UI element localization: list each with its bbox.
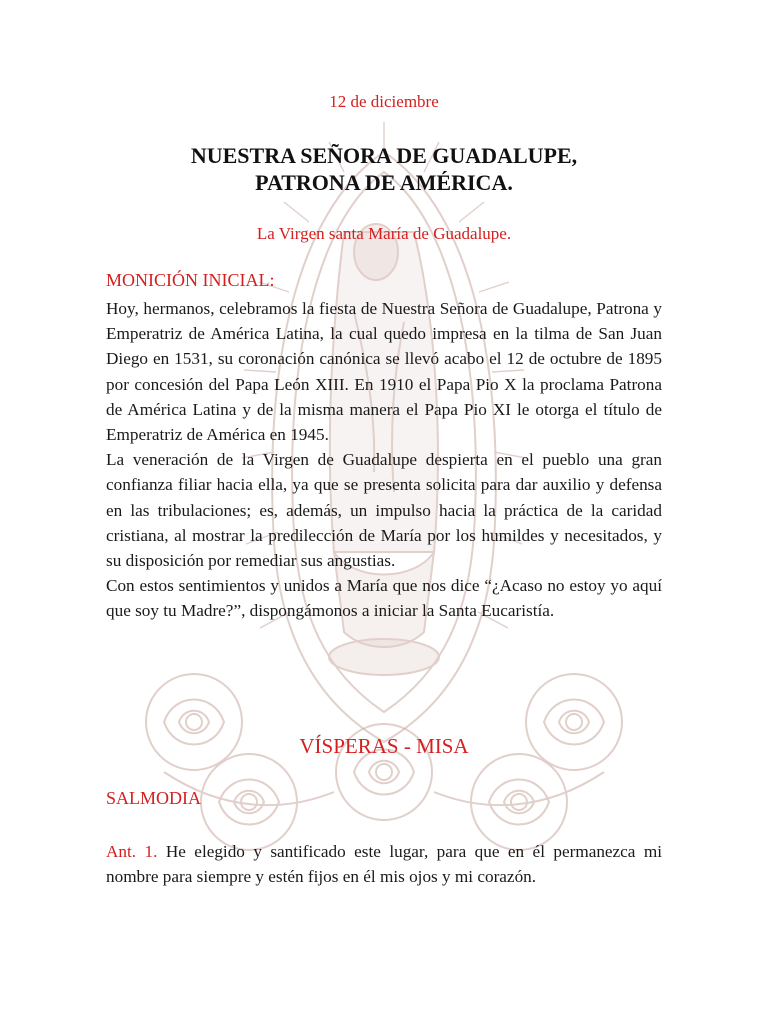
antiphon-paragraph bbox=[106, 839, 662, 889]
feast-subtitle: La Virgen santa María de Guadalupe. bbox=[256, 224, 512, 243]
monicion-paragraph: Hoy, hermanos, celebramos la fiesta de Nuestra Señora de Guadalupe, Patrona y Emperatriz de América Latina, la cual quedo impresa en la tilma de San Juan Diego en 1531, su coronación canónica se llevó acabo el 12 de octubre de 1895 por concesión del Papa León XIII. En 1910 el Papa Pio X la proclama Patrona de América Latina y de la misma manera el Papa Pio XI le otorga el título de Emperatriz de América en 1945. bbox=[106, 299, 662, 445]
feast-title-line-2: PATRONA DE AMÉRICA. bbox=[255, 170, 513, 195]
feast-title bbox=[0, 142, 768, 196]
salmodia-heading: SALMODIA bbox=[106, 788, 202, 808]
antiphon-block bbox=[106, 839, 662, 889]
visperas-heading: VÍSPERAS - MISA bbox=[299, 734, 469, 758]
monicion-heading: MONICIÓN INICIAL: bbox=[106, 270, 275, 290]
monicion-paragraph: La veneración de la Virgen de Guadalupe despierta en el pueblo una gran confianza filiar hacia ella, ya que se presenta solicita para dar auxilio y defensa en las tribulaciones; es, además, un impulso hacia la práctica de la caridad cristiana, al mostrar la predilección de María por los humildes y necesitados, y su disposición por remediar sus angustias. bbox=[106, 450, 662, 571]
monicion-paragraph: Con estos sentimientos y unidos a María que nos dice “¿Acaso no estoy yo aquí que soy tu Madre?”, dispongámonos a iniciar la Santa Eucaristía. bbox=[106, 576, 662, 621]
feast-date: 12 de diciembre bbox=[329, 92, 439, 111]
antiphon-text: He elegido y santificado este lugar, para que en él permanezca mi nombre para siempre y estén fijos en él mis ojos y mi corazón. bbox=[106, 842, 663, 887]
feast-title-line-1: NUESTRA SEÑORA DE GUADALUPE, bbox=[190, 143, 578, 168]
antiphon-label: Ant. 1. bbox=[106, 842, 158, 861]
monicion-body bbox=[106, 296, 662, 624]
